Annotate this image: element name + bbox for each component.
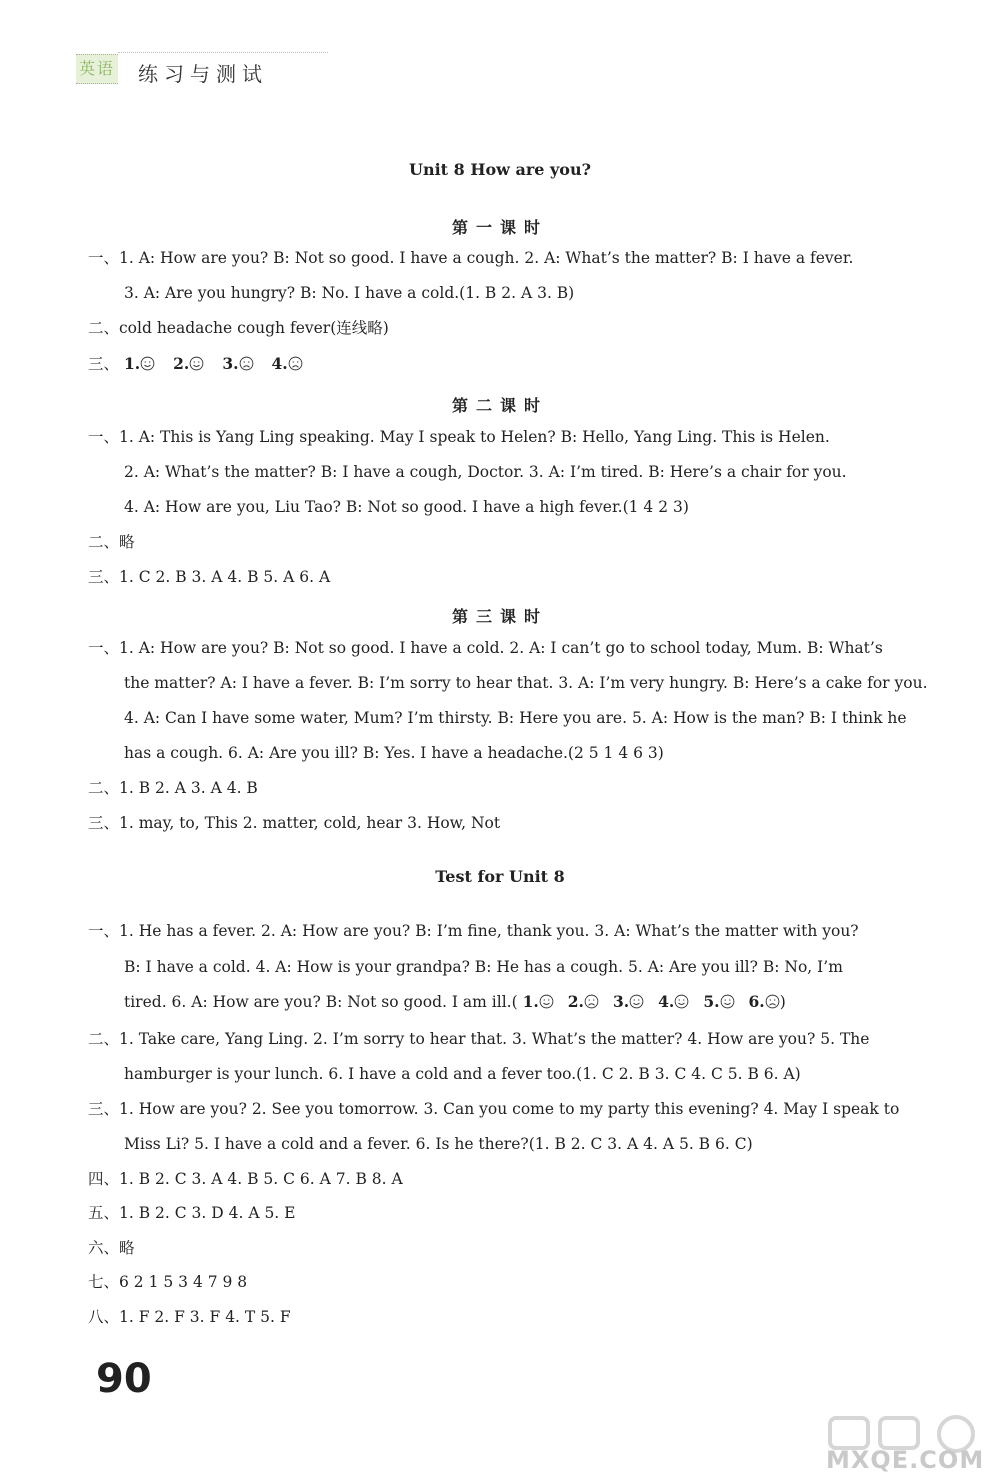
test-line-2: B: I have a cold. 4. A: How is your grandpa? B: He has a cough. 5. A: Are you ill? B: No, I’m <box>124 958 843 976</box>
page-number: 90 <box>96 1356 152 1402</box>
face-label: 2. <box>173 354 190 373</box>
sad-face-icon <box>765 994 780 1009</box>
face-label: 6. <box>748 992 765 1011</box>
header-divider <box>118 52 328 53</box>
unit-title: Unit 8 How are you? <box>409 160 591 179</box>
book-title: 练习与测试 <box>138 62 268 86</box>
face-label: 3. <box>612 992 630 1011</box>
face-label: 5. <box>703 992 720 1011</box>
lesson-2-line-4: 二、略 <box>88 533 135 551</box>
test-line-12: 八、1. F 2. F 3. F 4. T 5. F <box>88 1308 291 1326</box>
lesson-3-line-3: 4. A: Can I have some water, Mum? I’m thirsty. B: Here you are. 5. A: How is the man? B: I think he <box>124 709 907 727</box>
lesson-2-line-1: 一、1. A: This is Yang Ling speaking. May I speak to Helen? B: Hello, Yang Ling. This is Helen. <box>88 428 830 446</box>
test-line-7: Miss Li? 5. I have a cold and a fever. 6. Is he there?(1. B 2. C 3. A 4. A 5. B 6. C) <box>124 1135 753 1153</box>
sad-face-icon <box>239 356 254 371</box>
lesson-3-line-2: the matter? A: I have a fever. B: I’m sorry to hear that. 3. A: I’m very hungry. B: Here’s a cake for you. <box>124 674 928 692</box>
lesson-3-line-6: 三、1. may, to, This 2. matter, cold, hear 3. How, Not <box>88 814 501 832</box>
page-header <box>76 52 296 92</box>
happy-face-icon <box>720 994 735 1009</box>
test-line-6: 三、1. How are you? 2. See you tomorrow. 3. Can you come to my party this evening? 4. May I speak to <box>88 1100 900 1118</box>
face-label: 1. <box>123 354 141 373</box>
test-line-11: 七、6 2 1 5 3 4 7 9 8 <box>88 1273 248 1291</box>
test-line-3-prefix: tired. 6. A: How are you? B: Not so good. I am ill.( <box>124 993 518 1011</box>
test-line-3-suffix: ) <box>779 993 786 1011</box>
lesson-2-line-5: 三、1. C 2. B 3. A 4. B 5. A 6. A <box>88 568 331 586</box>
lesson-1-line-1: 一、1. A: How are you? B: Not so good. I have a cough. 2. A: What’s the matter? B: I have a fever. <box>88 249 854 267</box>
test-line-9: 五、1. B 2. C 3. D 4. A 5. E <box>88 1204 296 1222</box>
lesson-3-line-1: 一、1. A: How are you? B: Not so good. I have a cold. 2. A: I can’t go to school today, Mum. B: What’s <box>88 639 883 657</box>
happy-face-icon <box>189 356 204 371</box>
happy-face-icon <box>674 994 689 1009</box>
sad-face-icon <box>288 356 303 371</box>
lesson-3-line-5: 二、1. B 2. A 3. A 4. B <box>88 779 258 797</box>
watermark-text: MXQE.COM <box>826 1446 985 1474</box>
happy-face-icon <box>140 356 155 371</box>
lesson-2-title: 第二课时 <box>451 396 548 415</box>
test-line-1: 一、1. He has a fever. 2. A: How are you? B: I’m fine, thank you. 3. A: What’s the matter with you? <box>88 922 859 940</box>
test-line-5: hamburger is your lunch. 6. I have a cold and a fever too.(1. C 2. B 3. C 4. C 5. B 6. A) <box>124 1065 801 1083</box>
happy-face-icon <box>629 994 644 1009</box>
face-label: 4. <box>658 992 675 1011</box>
test-title: Test for Unit 8 <box>435 867 565 886</box>
face-label: 4. <box>271 354 288 373</box>
face-label: 2. <box>567 992 584 1011</box>
face-label: 3. <box>222 354 239 373</box>
lesson-1-title: 第一课时 <box>451 218 548 237</box>
lesson-3-line-4: has a cough. 6. A: Are you ill? B: Yes. I have a headache.(2 5 1 4 6 3) <box>124 744 664 762</box>
test-line-4: 二、1. Take care, Yang Ling. 2. I’m sorry to hear that. 3. What’s the matter? 4. How are you? 5. The <box>88 1030 870 1048</box>
sad-face-icon <box>584 994 599 1009</box>
subject-tag: 英语 <box>76 54 118 84</box>
lesson-2-line-2: 2. A: What’s the matter? B: I have a cough, Doctor. 3. A: I’m tired. B: Here’s a chair for you. <box>124 463 847 481</box>
face-label: 1. <box>522 992 539 1011</box>
test-line-8: 四、1. B 2. C 3. A 4. B 5. C 6. A 7. B 8. A <box>88 1170 403 1188</box>
lesson-1-faces-line <box>88 354 303 374</box>
lesson-1-line-2: 3. A: Are you hungry? B: No. I have a cold.(1. B 2. A 3. B) <box>124 284 575 302</box>
test-line-10: 六、略 <box>88 1239 135 1257</box>
lesson-2-line-3: 4. A: How are you, Liu Tao? B: Not so good. I have a high fever.(1 4 2 3) <box>124 498 689 516</box>
lesson-3-title: 第三课时 <box>451 607 548 626</box>
test-line-3 <box>124 992 786 1012</box>
happy-face-icon <box>539 994 554 1009</box>
lesson-1-line-3: 二、cold headache cough fever(连线略) <box>88 319 389 337</box>
question-3-prefix: 三、 <box>88 355 120 373</box>
